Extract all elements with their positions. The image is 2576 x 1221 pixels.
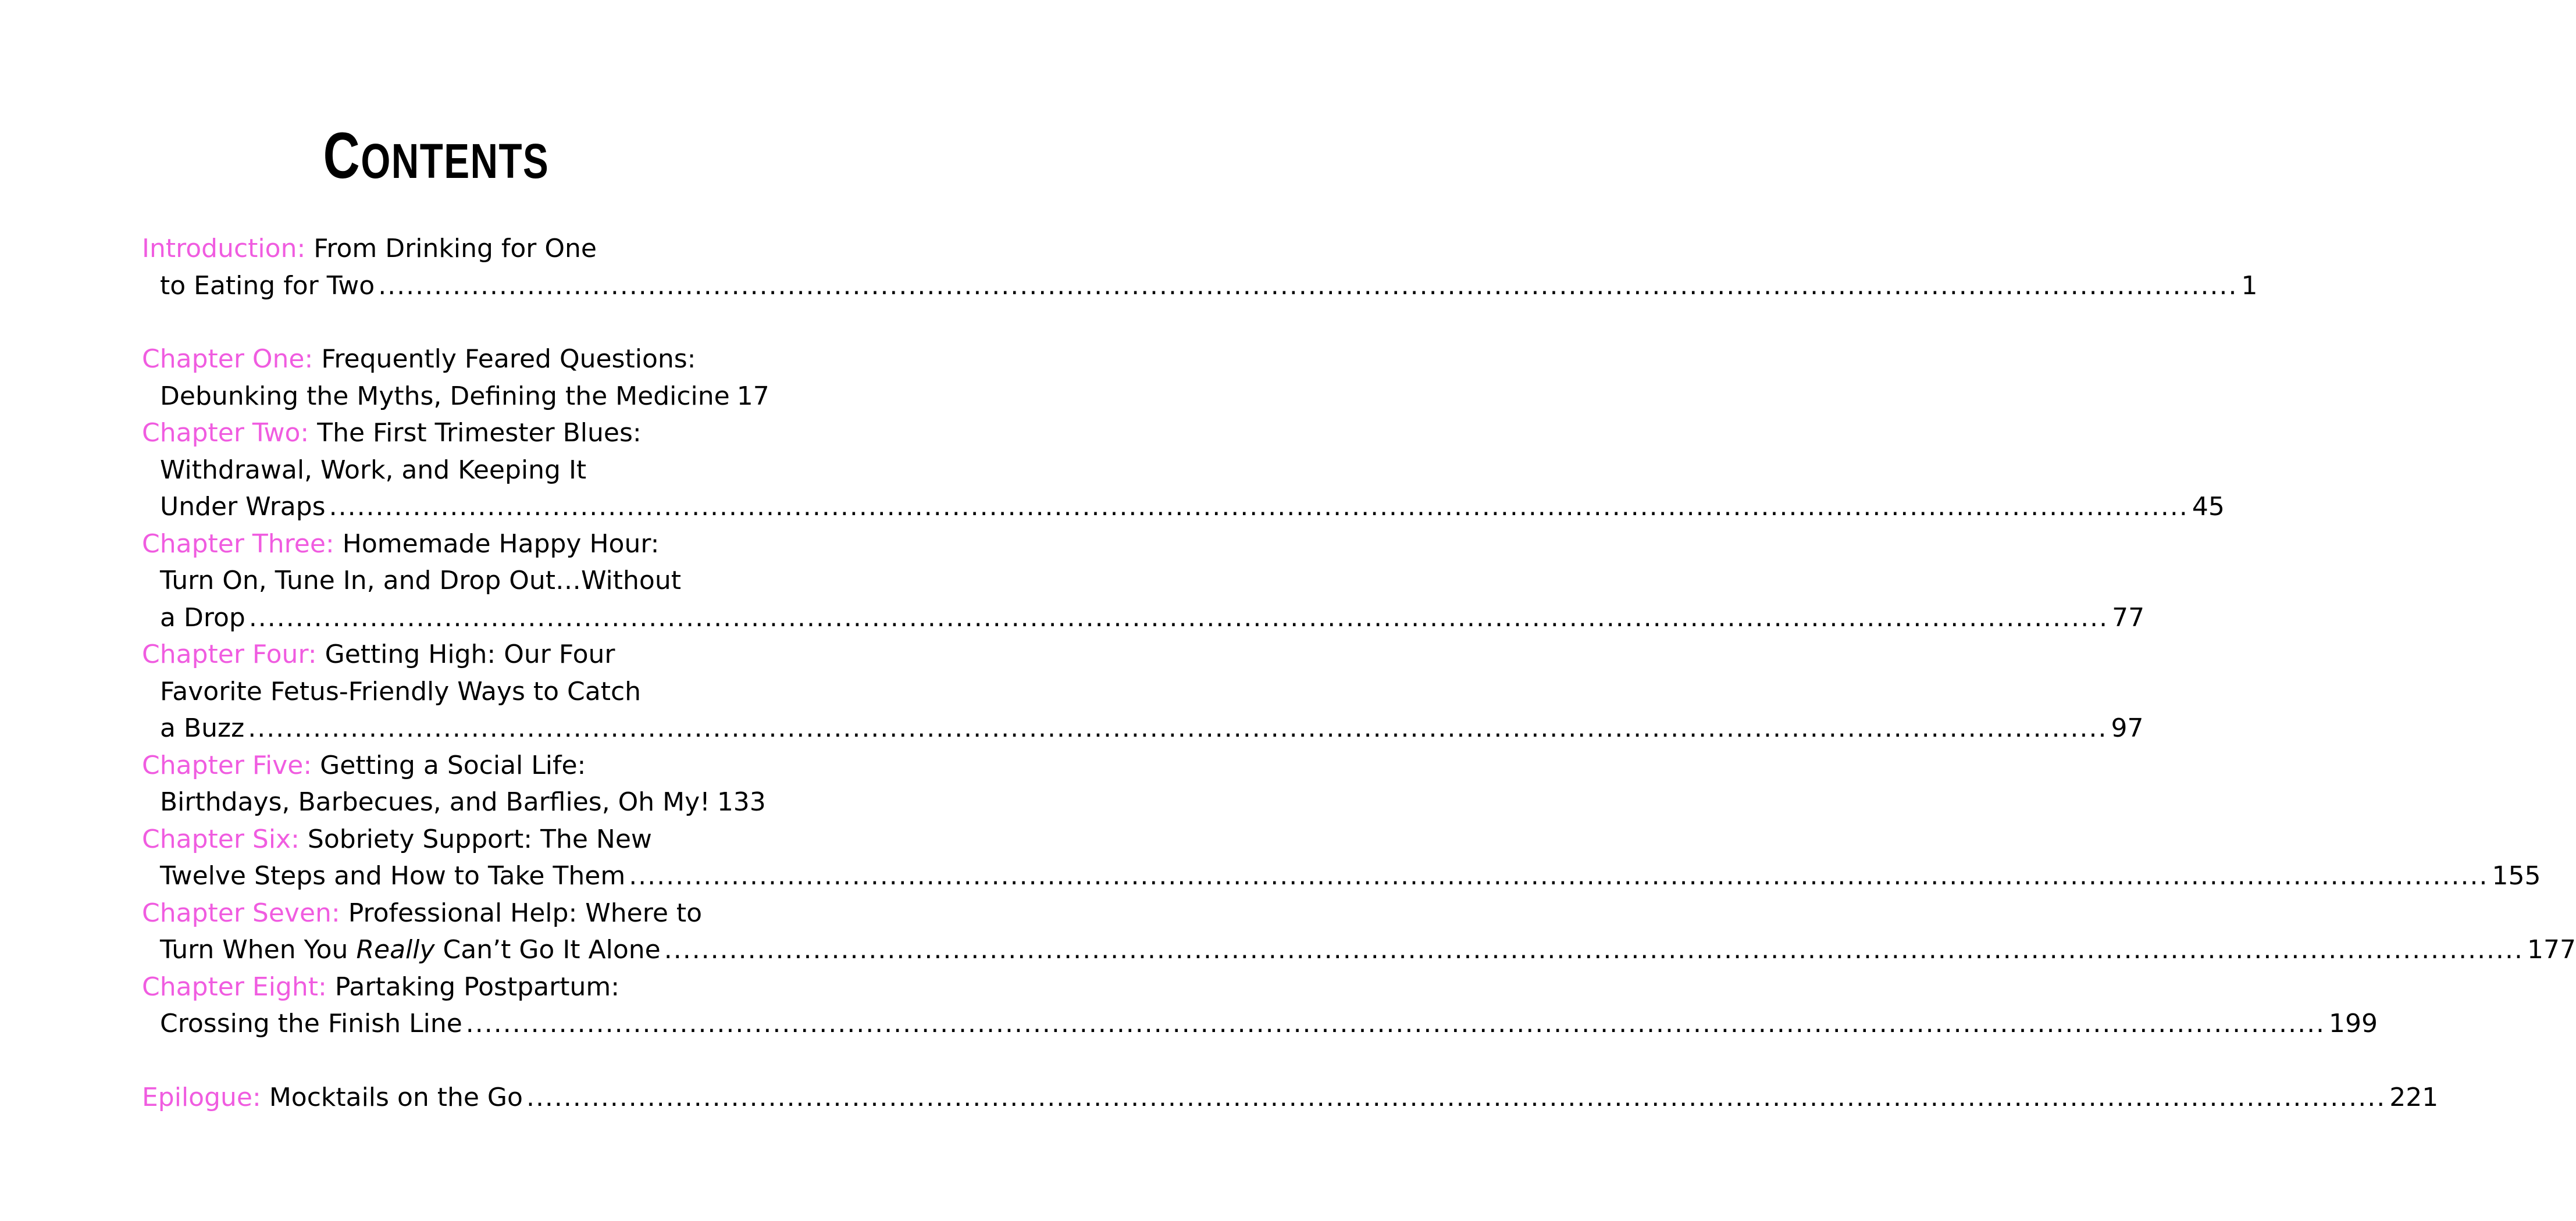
entry-title: Sobriety Support: The New: [307, 824, 652, 854]
dot-leader: ........................................................................................................................................................................................................: [664, 935, 2524, 965]
toc-entry-chapter-four[interactable]: [142, 636, 747, 673]
toc-entry-chapter-three-cont[interactable]: [142, 562, 747, 599]
dot-leader: ........................................................................................................................................................................................................: [378, 270, 2238, 301]
dot-leader: ........................................................................................................................................................................................................: [248, 602, 2109, 633]
page-title: [96, 121, 776, 196]
toc-entry-chapter-three[interactable]: [142, 526, 747, 563]
entry-title: Twelve Steps and How to Take Them: [160, 861, 626, 891]
entry-label: Introduction:: [142, 234, 306, 263]
dot-leader: ........................................................................................................................................................................................................: [248, 713, 2108, 743]
spacer: [142, 304, 747, 341]
entry-label: Chapter Six:: [142, 824, 300, 854]
entry-title: Getting High: Our Four: [325, 640, 615, 669]
page-number: 177: [2527, 935, 2576, 965]
entry-label: Chapter Seven:: [142, 898, 340, 928]
toc-entry-introduction-cont[interactable]: [142, 267, 2258, 305]
entry-label: Chapter Two:: [142, 418, 309, 448]
title-initial: C: [323, 119, 361, 192]
entry-title: to Eating for Two: [160, 270, 375, 301]
page-number: 155: [2492, 861, 2541, 891]
toc-entry-chapter-one[interactable]: [142, 341, 747, 378]
page-number: 199: [2329, 1009, 2378, 1038]
entry-title: Debunking the Myths, Defining the Medicine: [160, 381, 730, 411]
toc-entry-chapter-eight-cont[interactable]: [142, 1005, 2378, 1043]
entry-title: Getting a Social Life:: [320, 750, 586, 780]
entry-title: From Drinking for One: [313, 234, 597, 263]
toc-entry-chapter-three-end[interactable]: [142, 599, 2145, 637]
entry-title-part: Turn When You: [160, 935, 357, 965]
toc-entry-introduction[interactable]: [142, 230, 747, 267]
page-number: 17: [736, 381, 769, 411]
toc-entry-chapter-four-cont[interactable]: [142, 673, 747, 711]
page-number: 1: [2241, 270, 2258, 301]
toc-entry-chapter-seven-cont[interactable]: [142, 931, 2576, 969]
entry-title: a Drop: [160, 602, 245, 633]
toc-entry-chapter-six[interactable]: [142, 821, 747, 858]
page-number: 133: [717, 787, 766, 817]
dot-leader: ........................................................................................................................................................................................................: [629, 861, 2489, 891]
toc-entry-chapter-one-cont[interactable]: [142, 378, 769, 415]
toc-entry-chapter-six-cont[interactable]: [142, 858, 2541, 895]
entry-title: Professional Help: Where to: [348, 898, 703, 928]
toc-entry-epilogue[interactable]: [142, 1079, 2439, 1116]
table-of-contents: [142, 230, 2576, 1116]
entry-title: Homemade Happy Hour:: [342, 529, 660, 559]
entry-title: Crossing the Finish Line: [160, 1009, 462, 1038]
entry-label: Chapter Eight:: [142, 972, 327, 1002]
entry-label: Chapter Three:: [142, 529, 334, 559]
toc-entry-chapter-five[interactable]: [142, 747, 747, 784]
entry-title: Turn On, Tune In, and Drop Out…Without: [160, 566, 681, 595]
entry-title-emphasis: Really: [356, 935, 435, 965]
dot-leader: ........................................................................................................................................................................................................: [329, 492, 2189, 522]
toc-entry-chapter-five-cont[interactable]: [142, 784, 766, 821]
entry-title: Birthdays, Barbecues, and Barflies, Oh My!: [160, 787, 710, 817]
dot-leader: ........................................................................................................................................................................................................: [526, 1082, 2386, 1112]
entry-label: Epilogue:: [142, 1082, 261, 1112]
page-number: 97: [2111, 713, 2144, 743]
spacer: [142, 1043, 747, 1079]
entry-title: Under Wraps: [160, 492, 326, 522]
entry-title: Frequently Feared Questions:: [321, 344, 696, 374]
entry-title: Partaking Postpartum:: [334, 972, 620, 1002]
entry-title: The First Trimester Blues:: [317, 418, 642, 448]
entry-label: Chapter One:: [142, 344, 313, 374]
entry-label: Chapter Four:: [142, 640, 317, 669]
entry-title: a Buzz: [160, 713, 245, 743]
entry-title: Favorite Fetus-Friendly Ways to Catch: [160, 676, 642, 706]
entry-title: [160, 931, 661, 969]
page-number: 221: [2389, 1082, 2439, 1112]
entry-label: Chapter Five:: [142, 750, 312, 780]
entry-title: Mocktails on the Go: [269, 1082, 523, 1112]
toc-entry-chapter-seven[interactable]: [142, 895, 747, 932]
toc-entry-chapter-two-cont[interactable]: [142, 452, 747, 489]
dot-leader: ........................................................................................................................................................................................................: [465, 1009, 2326, 1038]
toc-entry-chapter-eight[interactable]: [142, 969, 747, 1006]
toc-entry-chapter-two-end[interactable]: [142, 488, 2225, 526]
page-number: 45: [2192, 492, 2225, 522]
entry-title-part: Can’t Go It Alone: [434, 935, 661, 965]
entry-title: Withdrawal, Work, and Keeping It: [160, 455, 587, 485]
toc-entry-chapter-two[interactable]: [142, 415, 747, 452]
title-rest: ONTENTS: [361, 134, 550, 188]
toc-entry-chapter-four-end[interactable]: [142, 710, 2144, 747]
page-number: 77: [2112, 602, 2145, 633]
